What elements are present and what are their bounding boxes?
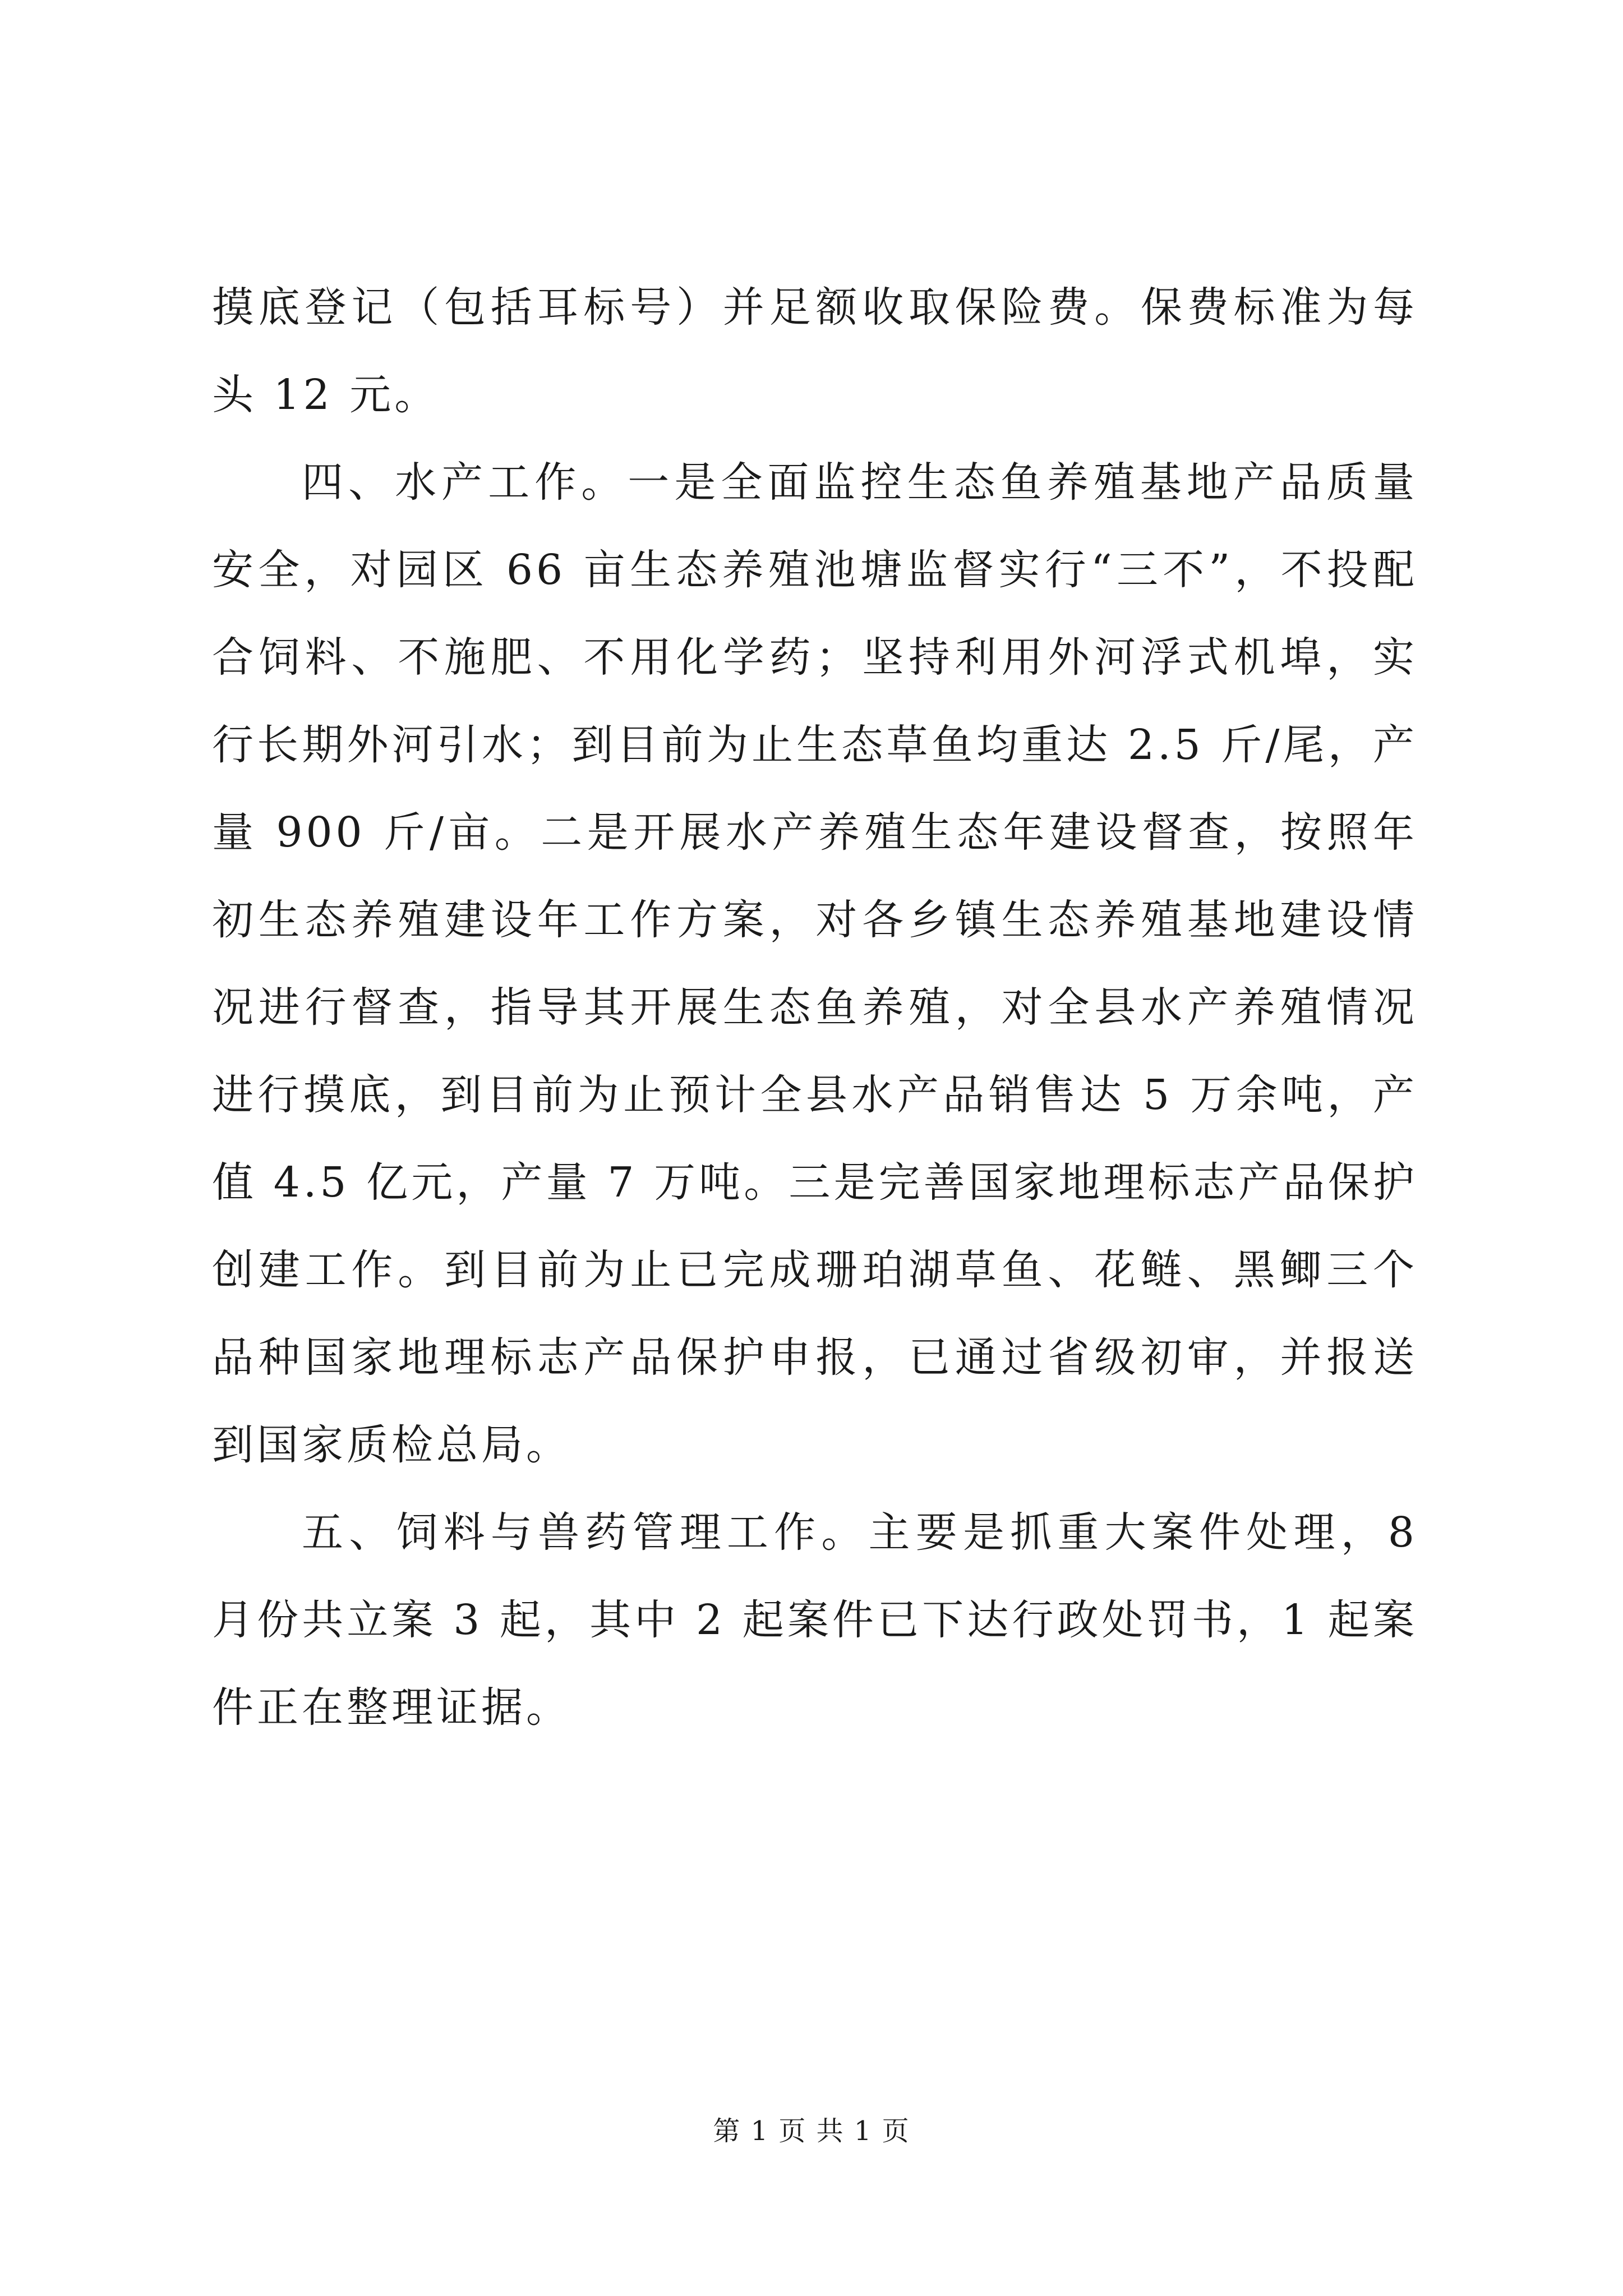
document-body xyxy=(212,264,1418,1751)
paragraph-continuation: 摸底登记（包括耳标号）并足额收取保险费。保费标准为每头 12 元。 xyxy=(212,283,1418,419)
paragraph-feed-vet-drug-management: 五、饲料与兽药管理工作。主要是抓重大案件处理，8 月份共立案 3 起，其中 2 起案件已下达行政处罚书，1 起案件正在整理证据。 xyxy=(212,1508,1418,1732)
page-footer: 第 1 页 共 1 页 xyxy=(713,2115,910,2147)
paragraph-aquatic-work: 四、水产工作。一是全面监控生态鱼养殖基地产品质量安全，对园区 66 亩生态养殖池塘监督实行“三不”，不投配合饲料、不施肥、不用化学药；坚持利用外河浮式机埠，实行长期外河引水；到目前为止生态草鱼均重达 2.5 斤/尾，产量 900 斤/亩。二是开展水产养殖生态年建设督查，按照年初生态养殖建设年工作方案，对各乡镇生态养殖基地建设情况进行督查，指导其开展生态鱼养殖，对全县水产养殖情况进行摸底，到目前为止预计全县水产品销售达 5 万余吨，产值 4.5 亿元，产量 7 万吨。三是完善国家地理标志产品保护创建工作。到目前为止已完成珊珀湖草鱼、花鲢、黑鲫三个品种国家地理标志产品保护申报，已通过省级初审，并报送到国家质检总局。 xyxy=(212,458,1418,1469)
